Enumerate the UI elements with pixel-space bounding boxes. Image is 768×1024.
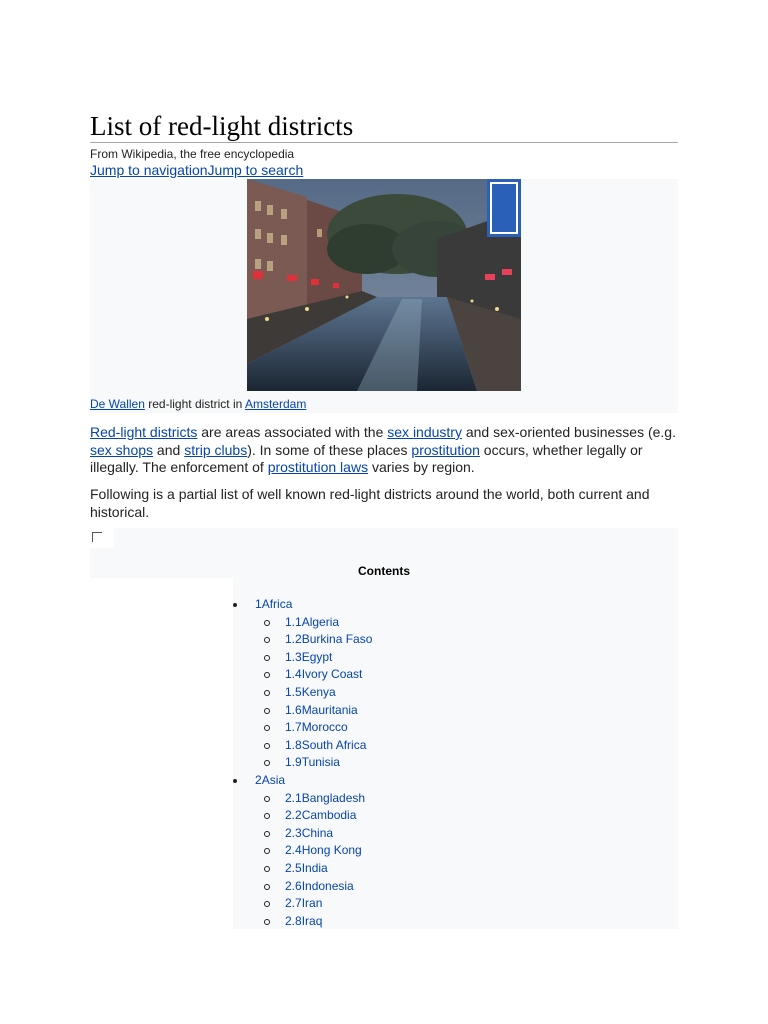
toc-margin [90, 578, 233, 929]
sex-industry-link[interactable]: sex industry [387, 424, 462, 440]
table-of-contents [90, 528, 678, 929]
toc-link[interactable] [285, 719, 348, 736]
toc-link[interactable] [285, 737, 366, 754]
bullet-icon [233, 779, 237, 783]
toc-text: Mauritania [301, 702, 358, 717]
intro-text: and [153, 441, 185, 458]
toc-number: 1.7 [285, 720, 302, 735]
toc-text: Bangladesh [301, 790, 366, 805]
prostitution-link[interactable]: prostitution [411, 441, 480, 458]
toc-number: 2.1 [285, 790, 302, 805]
toc-text: Burkina Faso [301, 632, 373, 647]
circle-bullet-icon [264, 813, 270, 819]
circle-bullet-icon [264, 655, 270, 661]
toc-text: Iran [301, 896, 323, 911]
following-paragraph: Following is a partial list of well known red-light districts around the world, both current and historical. [90, 486, 650, 520]
circle-bullet-icon [264, 690, 270, 696]
toc-text: Cambodia [301, 808, 357, 823]
toc-number: 1.5 [285, 685, 302, 699]
toc-text: China [301, 825, 334, 840]
site-tagline: From Wikipedia, the free encyclopedia [90, 147, 295, 161]
toc-link[interactable] [285, 860, 328, 877]
toc-number: 2.2 [285, 808, 302, 823]
toc-number: 1.9 [285, 755, 302, 770]
toc-text: Hong Kong [301, 843, 362, 858]
toc-text: Africa [261, 597, 293, 611]
title-divider [90, 142, 678, 143]
toc-text: Morocco [301, 720, 348, 735]
toc-number: 2 [255, 773, 262, 787]
toc-link[interactable] [285, 790, 365, 807]
toc-text: South Africa [301, 737, 367, 752]
circle-bullet-icon [264, 866, 270, 872]
toc-link[interactable] [285, 825, 333, 842]
sex-shops-link[interactable]: sex shops [90, 441, 154, 458]
toc-link[interactable] [285, 842, 362, 859]
toc-number: 1.2 [285, 632, 302, 647]
toc-text: Kenya [301, 685, 336, 699]
circle-bullet-icon [264, 672, 270, 678]
circle-bullet-icon [264, 831, 270, 837]
toc-link[interactable] [285, 684, 336, 701]
toc-link[interactable] [285, 702, 358, 719]
toc-text: Egypt [301, 649, 333, 664]
toc-text: Tunisia [301, 755, 340, 770]
toc-title: Contents [358, 564, 410, 578]
toc-link[interactable] [285, 754, 340, 771]
circle-bullet-icon [264, 919, 270, 925]
jump-links [90, 162, 303, 178]
toc-link[interactable] [285, 614, 339, 631]
intro-text: varies by region. [368, 459, 475, 475]
circle-bullet-icon [264, 708, 270, 714]
toc-toggle-checkbox[interactable] [92, 532, 102, 542]
jump-to-navigation-link[interactable]: Jump to navigation [90, 162, 208, 178]
toc-text: Ivory Coast [301, 667, 363, 682]
toc-link[interactable] [285, 913, 322, 930]
circle-bullet-icon [264, 760, 270, 766]
jump-to-search-link[interactable]: Jump to search [207, 162, 304, 178]
toc-link[interactable] [285, 878, 354, 895]
strip-clubs-link[interactable]: strip clubs [184, 441, 248, 458]
toc-number: 2.3 [285, 825, 302, 840]
toc-number: 2.6 [285, 878, 302, 893]
intro-paragraph [90, 424, 678, 477]
toc-number: 1.3 [285, 649, 302, 664]
circle-bullet-icon [264, 796, 270, 802]
toc-number: 1.6 [285, 702, 302, 717]
amsterdam-link[interactable]: Amsterdam [244, 397, 307, 411]
page-title: List of red-light districts [90, 111, 354, 141]
circle-bullet-icon [264, 901, 270, 907]
prostitution-laws-link[interactable]: prostitution laws [267, 459, 369, 475]
toc-link[interactable] [285, 666, 362, 683]
toc-number: 2.7 [285, 896, 302, 911]
intro-text: and sex-oriented businesses (e.g. [461, 424, 676, 440]
toc-number: 2.8 [285, 913, 302, 928]
circle-bullet-icon [264, 620, 270, 626]
toc-text: Algeria [301, 614, 340, 629]
toc-number: 1.1 [285, 614, 302, 629]
toc-number: 1.8 [285, 737, 302, 752]
circle-bullet-icon [264, 848, 270, 854]
toc-number: 1 [255, 597, 262, 611]
circle-bullet-icon [264, 743, 270, 749]
toc-link[interactable] [285, 631, 372, 648]
toc-text: Asia [261, 773, 286, 787]
toc-link[interactable] [285, 895, 322, 912]
toc-link[interactable] [255, 772, 285, 789]
toc-text: Iraq [301, 913, 323, 928]
toc-link[interactable] [285, 649, 332, 666]
thumbnail-caption [90, 397, 306, 411]
red-light-districts-link[interactable]: Red-light districts [90, 424, 198, 440]
intro-text: are areas associated with the [197, 424, 388, 440]
circle-bullet-icon [264, 637, 270, 643]
toc-link[interactable] [285, 807, 356, 824]
caption-text: red-light district in [144, 397, 245, 411]
toc-toggle-area [90, 528, 114, 548]
toc-number: 1.4 [285, 667, 302, 682]
toc-link[interactable] [255, 596, 292, 613]
de-wallen-link[interactable]: De Wallen [90, 397, 145, 411]
intro-text: ). In some of these places [247, 441, 412, 458]
de-wallen-photo[interactable] [247, 179, 521, 391]
bullet-icon [233, 603, 237, 607]
toc-number: 2.5 [285, 861, 302, 875]
toc-text: India [301, 861, 328, 875]
circle-bullet-icon [264, 725, 270, 731]
intro-text: occurs, whether legally or illegally. The enforcement of [90, 441, 643, 475]
thumbnail-figure [90, 179, 678, 413]
circle-bullet-icon [264, 884, 270, 890]
toc-number: 2.4 [285, 843, 302, 858]
toc-text: Indonesia [301, 878, 354, 893]
